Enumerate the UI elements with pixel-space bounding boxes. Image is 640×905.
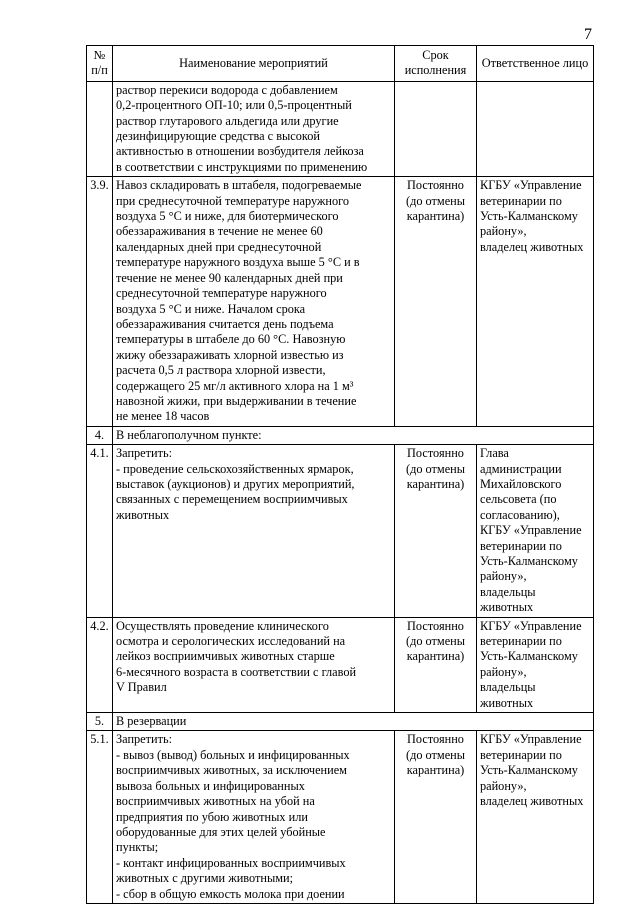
row-num: 4.1. [87, 445, 113, 617]
cell-line: Усть-Калманскому [480, 763, 578, 778]
cell-line: обеззараживания в течение не менее 60 [116, 224, 323, 239]
cell-line: животных с другими животными; [116, 871, 293, 886]
cell-line: Запретить: [116, 732, 172, 747]
cell-line: вывоза больных и инфицированных [116, 778, 305, 793]
cell-line: владелец животных [480, 239, 584, 254]
cell-line: - сбор в общую емкость молока при доении [116, 886, 345, 901]
cell-line: оборудованные для этих целей убойные [116, 824, 326, 839]
cell-line: дезинфицирующие средства с высокой [116, 129, 320, 144]
cell-line: в соответствии с инструкциями по применению [116, 159, 368, 174]
row-num [87, 81, 113, 176]
row-num: 5.1. [87, 731, 113, 903]
cell-line: (до отмены [405, 193, 466, 208]
cell-line: Усть-Калманскому [480, 554, 578, 568]
cell-line: ветеринарии по [480, 747, 562, 762]
cell-line: раствор перекиси водорода с добавлением [116, 82, 338, 97]
section-num: 5. [87, 713, 113, 731]
cell-line: КГБУ «Управление [480, 732, 582, 747]
cell-line: Постоянно [407, 732, 464, 747]
cell-line: 0,2-процентного ОП-10; или 0,5-процентный [116, 98, 352, 113]
cell-line: течение не менее 90 календарных дней при [116, 270, 343, 285]
cell-line: Глава [480, 446, 509, 461]
row-term [395, 731, 477, 903]
cell-line: КГБУ «Управление [480, 523, 582, 538]
row-responsible [477, 81, 594, 176]
cell-line: карантина) [406, 649, 465, 664]
cell-line: владелец животных [480, 794, 584, 809]
cell-line: карантина) [406, 209, 465, 224]
cell-line: Навоз складировать в штабеля, подогреваемые [116, 178, 362, 193]
row-responsible [477, 177, 594, 427]
cell-line: связанных с перемещением восприимчивых [116, 492, 348, 507]
cell-line: КГБУ «Управление [480, 178, 582, 193]
cell-line: (до отмены [405, 461, 466, 476]
cell-line: району», [480, 224, 527, 239]
cell-line: расчета 0,5 л раствора хлорной извести, [116, 363, 326, 378]
cell-line: Постоянно [407, 618, 464, 633]
cell-line: не менее 18 часов [116, 409, 210, 424]
cell-line: восприимчивых животных на убой на [116, 794, 315, 809]
cell-line: КГБУ «Управление [480, 618, 582, 633]
cell-line: содержащего 25 мг/л активного хлора на 1 м³ [116, 378, 354, 393]
cell-line: Постоянно [407, 446, 464, 461]
row-description [113, 445, 395, 617]
table-row [87, 177, 594, 427]
cell-line: календарных дней при среднесуточной [116, 239, 322, 254]
cell-line: жижу обеззараживать хлорной известью из [116, 347, 344, 362]
section-title: В резервации [113, 713, 594, 731]
cell-line: владельцы [480, 584, 536, 599]
section-row [87, 713, 594, 731]
cell-line: осмотра и серологических исследований на [116, 634, 346, 649]
cell-line: Михайловского [480, 476, 562, 491]
cell-line: среднесуточной температуре наружного [116, 286, 327, 301]
cell-line: активностью в отношении возбудителя лейкоза [116, 144, 364, 159]
cell-line: животных [116, 507, 170, 522]
cell-line: раствор глутарового альдегида или другие [116, 113, 339, 128]
section-title: В неблагополучном пункте: [113, 426, 594, 444]
cell-line: 6-месячного возраста в соответствии с главой [116, 664, 357, 679]
cell-line: температуре наружного воздуха выше 5 °С и в [116, 255, 360, 270]
cell-line: владельцы [480, 680, 536, 695]
cell-line: (до отмены [405, 634, 466, 649]
table-row [87, 731, 594, 903]
cell-line: лейкоз восприимчивых животных старше [116, 649, 335, 664]
cell-line: навозной жижи, при выдерживании в течение [116, 393, 357, 408]
cell-line: ветеринарии по [480, 193, 562, 208]
cell-line: ветеринарии по [480, 634, 562, 649]
cell-line: ветеринарии по [480, 538, 562, 553]
table-row [87, 445, 594, 617]
cell-line: температуры в штабеле до 60 °С. Навозную [116, 332, 346, 347]
cell-line: (до отмены [405, 747, 466, 762]
cell-line: животных [480, 695, 534, 710]
row-responsible [477, 617, 594, 712]
cell-line: согласованию), [480, 507, 560, 522]
cell-line: - проведение сельскохозяйственных ярмарок, [116, 461, 354, 476]
header-num: № п/п [87, 46, 113, 82]
cell-line: V Правил [116, 680, 167, 695]
table-row [87, 81, 594, 176]
row-term [395, 81, 477, 176]
cell-line: Осуществлять проведение клинического [116, 618, 329, 633]
cell-line: при среднесуточной температуре наружного [116, 193, 350, 208]
cell-line: администрации [480, 461, 562, 476]
row-description [113, 731, 395, 903]
cell-line: Запретить: [116, 446, 172, 461]
row-description [113, 81, 395, 176]
cell-line: Усть-Калманскому [480, 649, 578, 664]
cell-line: воздуха 5 °С и ниже. Началом срока [116, 301, 306, 316]
cell-line: - вывоз (вывод) больных и инфицированных [116, 747, 350, 762]
section-num: 4. [87, 426, 113, 444]
cell-line: обеззараживания считается день подъема [116, 316, 334, 331]
row-description [113, 617, 395, 712]
cell-line: воздуха 5 °С и ниже, для биотермического [116, 209, 339, 224]
cell-line: пункты; [116, 840, 159, 855]
cell-line: карантина) [406, 763, 465, 778]
row-description [113, 177, 395, 427]
row-responsible [477, 731, 594, 903]
cell-line: Постоянно [407, 178, 464, 193]
header-term: Срок исполнения [395, 46, 477, 82]
row-term [395, 617, 477, 712]
cell-line: району», [480, 569, 527, 584]
cell-line: предприятия по убою животных или [116, 809, 308, 824]
table-row [87, 617, 594, 712]
cell-line: восприимчивых животных, за исключением [116, 763, 347, 778]
cell-line: Усть-Калманскому [480, 209, 578, 224]
page-number: 7 [584, 26, 592, 43]
row-num: 3.9. [87, 177, 113, 427]
cell-line: - контакт инфицированных восприимчивых [116, 855, 346, 870]
cell-line: выставок (аукционов) и других мероприятий, [116, 476, 355, 491]
header-name: Наименование мероприятий [113, 46, 395, 82]
cell-line: карантина) [406, 476, 465, 491]
cell-line: сельсовета (по [480, 492, 557, 507]
cell-line: району», [480, 778, 527, 793]
measures-table [86, 45, 594, 904]
header-responsible: Ответственное лицо [477, 46, 594, 82]
row-term [395, 445, 477, 617]
row-responsible [477, 445, 594, 617]
section-row [87, 426, 594, 444]
cell-line: животных [480, 600, 534, 615]
table-header-row [87, 46, 594, 82]
row-num: 4.2. [87, 617, 113, 712]
row-term [395, 177, 477, 427]
cell-line: району», [480, 664, 527, 679]
